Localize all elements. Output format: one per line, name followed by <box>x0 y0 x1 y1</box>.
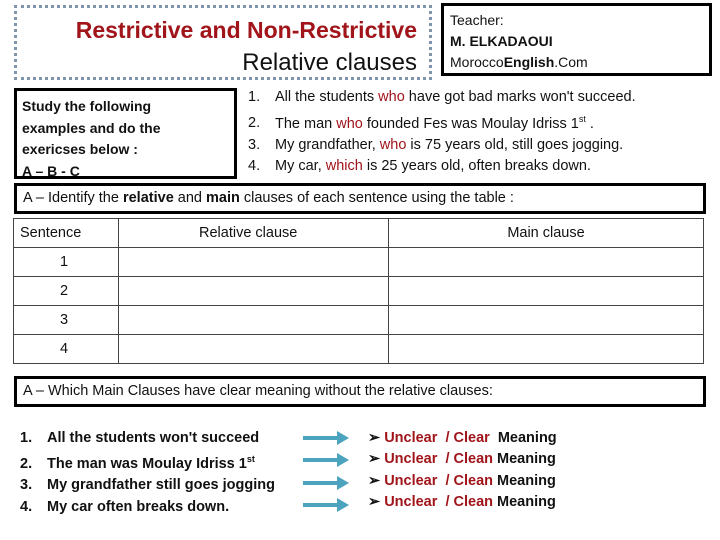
separator: / <box>437 493 454 510</box>
option-clear[interactable]: Clean <box>453 472 494 489</box>
item-number: 3. <box>20 477 33 494</box>
header-main: Main clause <box>389 219 704 248</box>
text: My grandfather, <box>275 136 380 153</box>
option-unclear[interactable]: Unclear <box>384 472 438 489</box>
item-number: 3. <box>248 136 261 153</box>
item-number: 1. <box>20 430 33 446</box>
answer-item <box>20 428 275 449</box>
item-number: 2. <box>20 456 33 473</box>
instructions-box <box>14 88 237 179</box>
relative-cell[interactable] <box>119 335 389 364</box>
example-item <box>248 87 636 109</box>
bullet-arrow-icon: ➢ <box>368 430 385 446</box>
relative-cell[interactable] <box>119 248 389 277</box>
section-a-heading <box>14 183 706 214</box>
answer-item <box>20 497 275 518</box>
clauses-table <box>13 218 704 364</box>
text: Meaning <box>489 430 557 446</box>
header-sentence: Sentence <box>14 219 119 248</box>
item-number: 4. <box>20 498 33 515</box>
main-cell[interactable] <box>389 335 704 364</box>
relative-pronoun: who <box>379 136 407 153</box>
item-number: 2. <box>248 115 261 132</box>
row-number: 3 <box>14 306 119 335</box>
option-unclear[interactable]: Unclear <box>384 493 438 510</box>
option-clear[interactable]: Clean <box>453 451 494 468</box>
teacher-name: M. ELKADAOUI <box>450 33 553 49</box>
table-row <box>14 335 704 364</box>
answer-item <box>20 475 275 496</box>
text: and <box>173 190 207 206</box>
table-row <box>14 277 704 306</box>
superscript: st <box>578 113 586 124</box>
relative-pronoun: who <box>378 89 405 105</box>
examples-list <box>248 87 636 178</box>
text: have got bad marks won't succeed. <box>404 89 636 105</box>
text: . <box>585 115 594 132</box>
meaning-item[interactable] <box>368 449 557 470</box>
option-unclear[interactable]: Unclear <box>384 430 438 446</box>
relative-pronoun: who <box>336 115 363 132</box>
text: Meaning <box>493 472 556 489</box>
arrow-right-icon <box>303 498 349 512</box>
bullet-arrow-icon: ➢ <box>368 493 385 510</box>
teacher-site <box>450 52 703 73</box>
option-unclear[interactable]: Unclear <box>384 451 438 468</box>
example-item <box>248 156 636 178</box>
meaning-item[interactable] <box>368 471 557 492</box>
text: main <box>206 190 240 206</box>
text: relative <box>122 190 174 206</box>
row-number: 4 <box>14 335 119 364</box>
text: is 75 years old, still goes jogging. <box>406 136 624 153</box>
text: founded Fes was Moulay Idriss 1 <box>362 115 579 132</box>
arrow-right-icon <box>303 453 349 467</box>
row-number: 2 <box>14 277 119 306</box>
main-cell[interactable] <box>389 277 704 306</box>
text: All the students won't succeed <box>47 430 260 446</box>
teacher-label: Teacher: <box>450 12 504 28</box>
text: My car, <box>275 158 326 175</box>
main-cell[interactable] <box>389 248 704 277</box>
relative-cell[interactable] <box>119 277 389 306</box>
text: is 25 years old, often breaks down. <box>362 158 591 175</box>
instruction-line: Study the following <box>22 98 152 114</box>
table-header <box>14 219 704 248</box>
text: Meaning <box>493 493 556 510</box>
text: All the students <box>275 89 379 105</box>
instruction-line: examples and do the <box>22 119 161 136</box>
main-cell[interactable] <box>389 306 704 335</box>
text: My grandfather still goes jogging <box>47 477 275 494</box>
option-clear[interactable]: Clean <box>453 493 494 510</box>
text: A – Identify the <box>23 190 123 206</box>
title-box <box>14 5 432 80</box>
separator: / <box>437 472 454 489</box>
text: Meaning <box>493 451 556 468</box>
title-line2: Relative clauses <box>242 49 417 76</box>
arrow-right-icon <box>303 476 349 490</box>
item-number: 1. <box>248 89 261 105</box>
title-line1: Restrictive and Non-Restrictive <box>75 17 417 43</box>
meaning-item[interactable] <box>368 428 557 449</box>
option-clear[interactable]: Clear <box>453 430 490 446</box>
example-item <box>248 135 636 157</box>
header-relative: Relative clause <box>119 219 389 248</box>
separator: / <box>437 451 454 468</box>
section-b-heading: A – Which Main Clauses have clear meaning without the relative clauses: <box>14 376 706 407</box>
text: The man was Moulay Idriss 1 <box>47 456 247 473</box>
meaning-item[interactable] <box>368 492 557 513</box>
bullet-arrow-icon: ➢ <box>368 451 385 468</box>
relative-cell[interactable] <box>119 306 389 335</box>
site-part: Morocco <box>450 54 504 70</box>
text: clauses of each sentence using the table : <box>239 190 514 206</box>
arrow-right-icon <box>303 431 349 445</box>
table-row <box>14 248 704 277</box>
row-number: 1 <box>14 248 119 277</box>
text: The man <box>275 115 337 132</box>
example-item <box>248 109 636 135</box>
item-number: 4. <box>248 158 261 175</box>
instruction-line: exericses below : <box>22 141 138 157</box>
meanings-list <box>368 428 557 513</box>
separator: / <box>437 430 454 446</box>
superscript: st <box>246 454 255 465</box>
answer-item <box>20 449 275 475</box>
site-part: .Com <box>554 54 588 70</box>
text: My car often breaks down. <box>47 498 230 515</box>
answers-list <box>20 428 275 518</box>
teacher-box <box>441 3 712 76</box>
relative-pronoun: which <box>325 158 363 175</box>
instruction-line: A – B - C <box>22 162 80 179</box>
bullet-arrow-icon: ➢ <box>368 472 385 489</box>
table-row <box>14 306 704 335</box>
site-part: English <box>503 54 555 70</box>
